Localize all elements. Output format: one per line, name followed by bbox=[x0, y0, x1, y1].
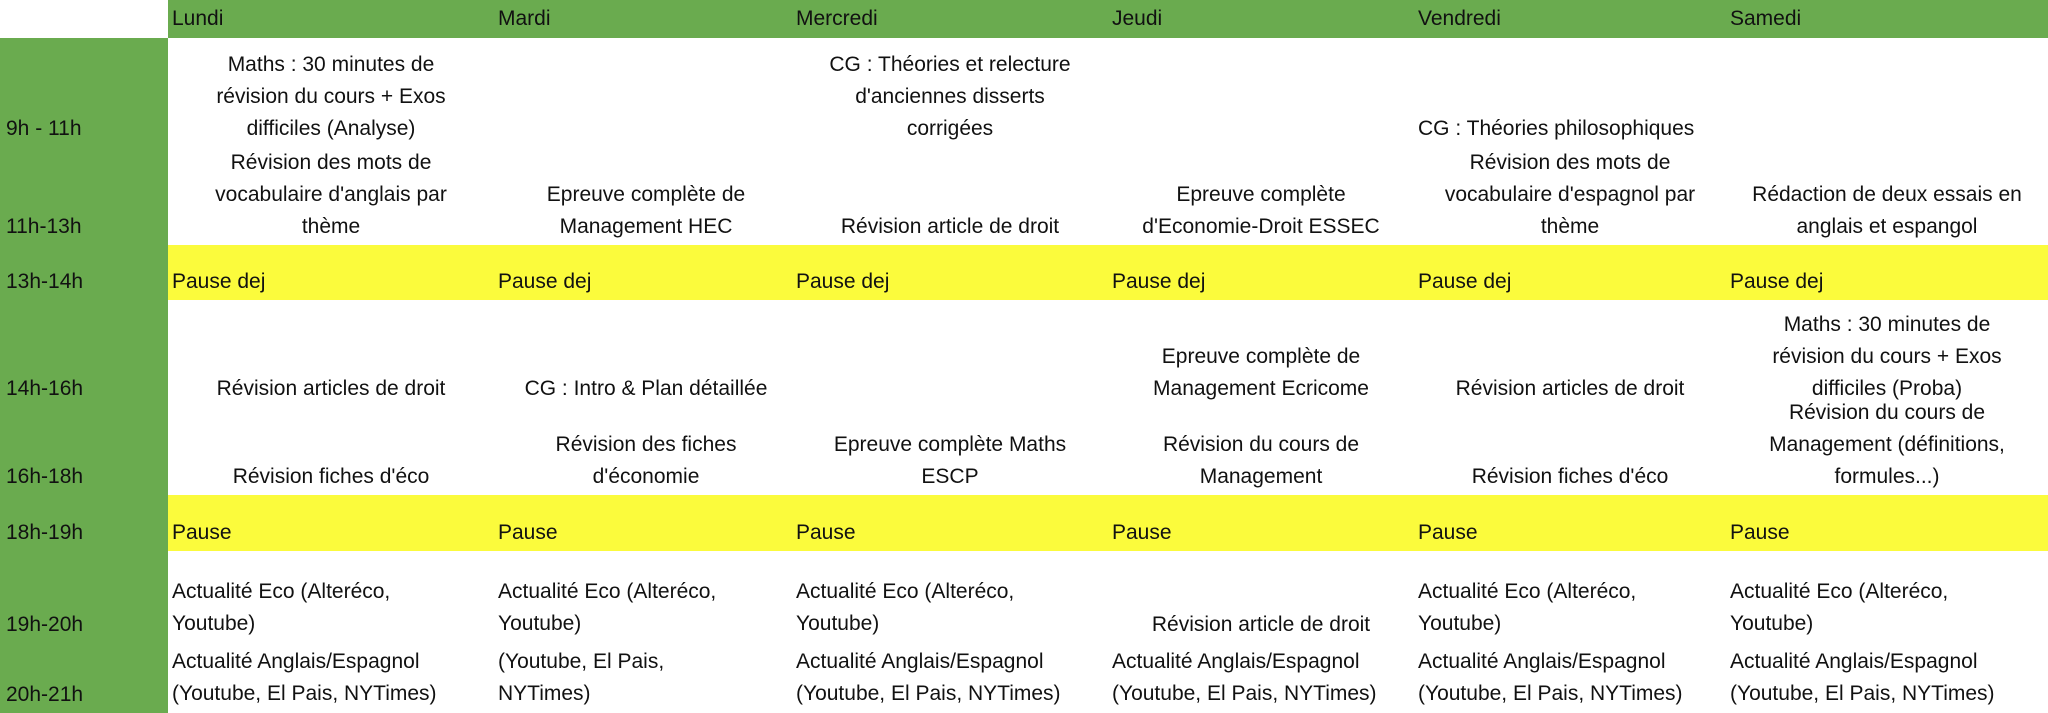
lunch-break-samedi: Pause dej bbox=[1730, 270, 1824, 293]
time-label-11h: 11h-13h bbox=[6, 215, 82, 238]
break-vendredi: Pause bbox=[1418, 521, 1478, 544]
day-header-mardi: Mardi bbox=[498, 7, 551, 30]
slot-19h-samedi: Actualité Eco (Alteréco, Youtube) bbox=[1730, 580, 1949, 635]
slot-14h-vendredi: Révision articles de droit bbox=[1455, 377, 1685, 400]
break-mercredi: Pause bbox=[796, 521, 856, 544]
time-label-14h: 14h-16h bbox=[6, 377, 84, 400]
lunch-break-mercredi: Pause dej bbox=[796, 270, 890, 293]
slot-20h-vendredi: Actualité Anglais/Espagnol (Youtube, El Pais, NYTimes) bbox=[1418, 650, 1683, 705]
slot-9h-mercredi: CG : Théories et relecture d'anciennes disserts corrigées bbox=[829, 53, 1071, 140]
break-jeudi: Pause bbox=[1112, 521, 1172, 544]
slot-20h-jeudi: Actualité Anglais/Espagnol (Youtube, El Pais, NYTimes) bbox=[1112, 650, 1377, 705]
slot-16h-jeudi: Révision du cours de Management bbox=[1162, 433, 1360, 488]
lunch-break-vendredi: Pause dej bbox=[1418, 270, 1512, 293]
slot-20h-lundi: Actualité Anglais/Espagnol (Youtube, El Pais, NYTimes) bbox=[172, 650, 437, 705]
slot-16h-mercredi: Epreuve complète Maths ESCP bbox=[833, 433, 1067, 488]
slot-11h-vendredi: Révision des mots de vocabulaire d'espagnol par thème bbox=[1444, 151, 1696, 238]
time-label-9h: 9h - 11h bbox=[6, 117, 82, 140]
break-samedi: Pause bbox=[1730, 521, 1790, 544]
slot-19h-mardi: Actualité Eco (Alteréco, Youtube) bbox=[498, 580, 717, 635]
lunch-break-jeudi: Pause dej bbox=[1112, 270, 1206, 293]
slot-14h-jeudi: Epreuve complète de Management Ecricome bbox=[1153, 345, 1369, 400]
slot-14h-samedi: Maths : 30 minutes de révision du cours + Exos difficiles (Proba) bbox=[1772, 313, 2002, 400]
time-label-19h: 19h-20h bbox=[6, 613, 84, 636]
slot-9h-lundi: Maths : 30 minutes de révision du cours + Exos difficiles (Analyse) bbox=[216, 53, 446, 140]
slot-9h-vendredi: CG : Théories philosophiques bbox=[1418, 117, 1695, 140]
day-header-samedi: Samedi bbox=[1730, 7, 1802, 30]
slot-19h-jeudi: Révision article de droit bbox=[1151, 613, 1371, 636]
break-lundi: Pause bbox=[172, 521, 232, 544]
slot-11h-mardi: Epreuve complète de Management HEC bbox=[546, 183, 746, 238]
day-header-jeudi: Jeudi bbox=[1112, 7, 1163, 30]
slot-11h-lundi: Révision des mots de vocabulaire d'anglais par thème bbox=[215, 151, 447, 238]
slot-14h-mardi: CG : Intro & Plan détaillée bbox=[524, 377, 768, 400]
slot-11h-jeudi: Epreuve complète d'Economie-Droit ESSEC bbox=[1142, 183, 1380, 238]
slot-16h-vendredi: Révision fiches d'éco bbox=[1471, 465, 1669, 488]
slot-16h-mardi: Révision des fiches d'économie bbox=[555, 433, 737, 488]
slot-20h-mercredi: Actualité Anglais/Espagnol (Youtube, El Pais, NYTimes) bbox=[796, 650, 1061, 705]
break-mardi: Pause bbox=[498, 521, 558, 544]
slot-16h-lundi: Révision fiches d'éco bbox=[232, 465, 430, 488]
day-header-mercredi: Mercredi bbox=[796, 7, 878, 30]
day-header-lundi: Lundi bbox=[172, 7, 224, 30]
time-label-16h: 16h-18h bbox=[6, 465, 84, 488]
slot-14h-lundi: Révision articles de droit bbox=[216, 377, 446, 400]
slot-16h-samedi: Révision du cours de Management (définitions, formules...) bbox=[1769, 401, 2005, 488]
time-label-13h: 13h-14h bbox=[6, 270, 84, 293]
slot-19h-vendredi: Actualité Eco (Alteréco, Youtube) bbox=[1418, 580, 1637, 635]
time-label-18h: 18h-19h bbox=[6, 521, 84, 544]
time-label-20h: 20h-21h bbox=[6, 683, 84, 706]
lunch-break-lundi: Pause dej bbox=[172, 270, 266, 293]
slot-20h-samedi: Actualité Anglais/Espagnol (Youtube, El Pais, NYTimes) bbox=[1730, 650, 1995, 705]
slot-20h-mardi: (Youtube, El Pais, NYTimes) bbox=[498, 650, 665, 705]
slot-11h-mercredi: Révision article de droit bbox=[840, 215, 1060, 238]
day-header-vendredi: Vendredi bbox=[1418, 7, 1501, 30]
slot-19h-lundi: Actualité Eco (Alteréco, Youtube) bbox=[172, 580, 391, 635]
lunch-break-mardi: Pause dej bbox=[498, 270, 592, 293]
slot-11h-samedi: Rédaction de deux essais en anglais et espangol bbox=[1752, 183, 2022, 238]
slot-19h-mercredi: Actualité Eco (Alteréco, Youtube) bbox=[796, 580, 1015, 635]
